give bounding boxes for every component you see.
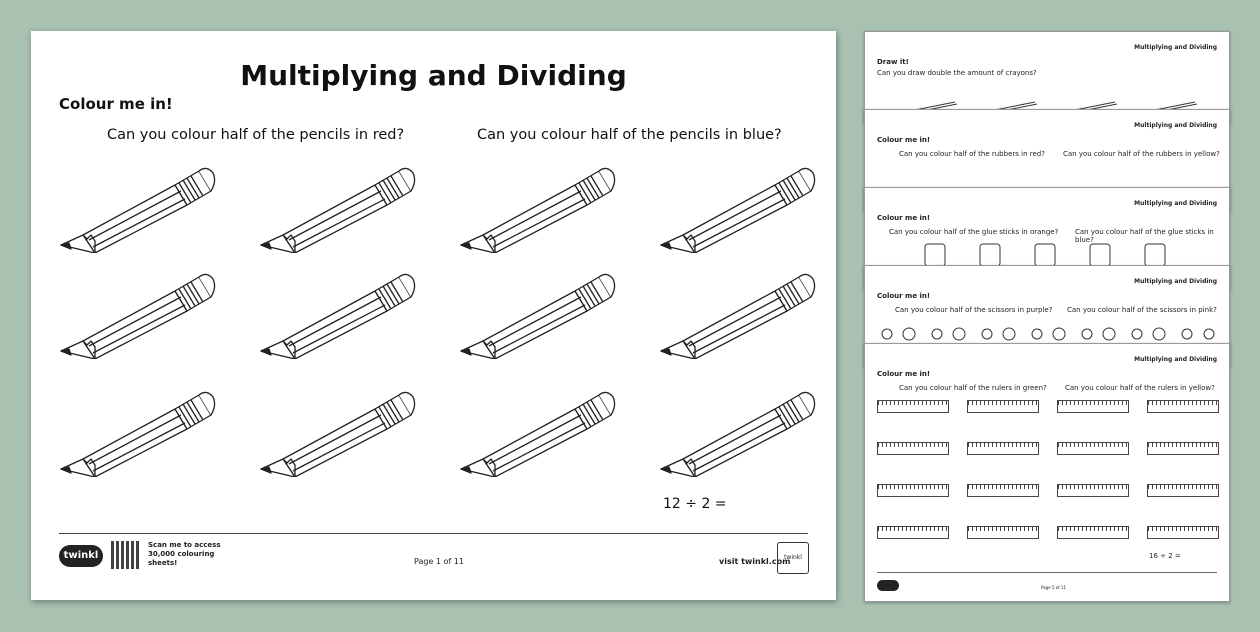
pencil-icon[interactable] <box>657 269 817 359</box>
preview-question-left: Can you colour half of the glue sticks in orange? <box>889 228 1059 236</box>
ruler-icon <box>967 526 1039 539</box>
pencil-icon[interactable] <box>457 387 617 477</box>
ruler-icon <box>1147 400 1219 413</box>
preview-header: Multiplying and Dividing <box>1134 44 1217 51</box>
ruler-icon <box>877 484 949 497</box>
preview-page-rulers[interactable] <box>864 343 1230 602</box>
question-right: Can you colour half of the pencils in blue? <box>477 127 782 143</box>
preview-page-number: Page 5 of 11 <box>1041 585 1066 590</box>
preview-question-left: Can you colour half of the rulers in green? <box>899 384 1047 392</box>
ruler-icon <box>967 442 1039 455</box>
page-title: Multiplying and Dividing <box>240 59 627 92</box>
ruler-icon <box>1057 484 1129 497</box>
ruler-icon <box>967 400 1039 413</box>
preview-sum: 16 ÷ 2 = <box>1149 552 1181 560</box>
ruler-icon <box>1057 400 1129 413</box>
pencil-icon[interactable] <box>257 269 417 359</box>
preview-subheading: Colour me in! <box>877 292 931 300</box>
preview-question-left: Can you colour half of the scissors in purple? <box>895 306 1053 314</box>
ruler-icon <box>877 442 949 455</box>
pencil-icon[interactable] <box>57 269 217 359</box>
preview-logo-icon <box>877 580 899 591</box>
sum-equation: 12 ÷ 2 = <box>663 496 727 512</box>
pencil-icon[interactable] <box>657 163 817 253</box>
ruler-icon <box>1147 526 1219 539</box>
preview-question-right: Can you colour half of the rulers in yellow? <box>1065 384 1215 392</box>
preview-subheading: Draw it! <box>877 58 909 66</box>
pencil-icon[interactable] <box>257 163 417 253</box>
glue-stick-row <box>915 240 1205 268</box>
preview-header: Multiplying and Dividing <box>1134 200 1217 207</box>
preview-header: Multiplying and Dividing <box>1134 278 1217 285</box>
ruler-icon <box>877 526 949 539</box>
preview-subheading: Colour me in! <box>877 214 931 222</box>
preview-footer-divider <box>877 572 1217 573</box>
preview-question-right: Can you colour half of the glue sticks in blue? <box>1075 228 1214 244</box>
preview-question-left: Can you colour half of the rubbers in red? <box>899 150 1045 158</box>
visit-link[interactable]: visit twinkl.com <box>719 557 791 566</box>
qr-code-icon <box>111 541 139 569</box>
preview-stack <box>864 31 1230 600</box>
ruler-icon <box>1147 442 1219 455</box>
footer-divider <box>59 533 808 534</box>
preview-question-right: Can you colour half of the rubbers in yellow? <box>1063 150 1220 158</box>
preview-question-right: Can you colour half of the scissors in pink? <box>1067 306 1217 314</box>
scan-text: Scan me to access 30,000 colouring sheets! <box>148 541 221 567</box>
ruler-icon <box>1057 442 1129 455</box>
preview-header: Multiplying and Dividing <box>1134 356 1217 363</box>
pencil-icon[interactable] <box>657 387 817 477</box>
preview-subheading: Colour me in! <box>877 136 931 144</box>
twinkl-logo: twinkl <box>59 545 103 567</box>
ruler-icon <box>1147 484 1219 497</box>
pencil-icon[interactable] <box>457 163 617 253</box>
question-left: Can you colour half of the pencils in red? <box>107 127 405 143</box>
page-number: Page 1 of 11 <box>414 557 464 566</box>
pencil-icon[interactable] <box>57 163 217 253</box>
pencil-icon[interactable] <box>457 269 617 359</box>
subheading: Colour me in! <box>59 95 173 113</box>
preview-subheading: Colour me in! <box>877 370 931 378</box>
ruler-icon <box>877 400 949 413</box>
ruler-icon <box>1057 526 1129 539</box>
twinkl-badge-icon: twinkl <box>777 542 809 574</box>
ruler-icon <box>967 484 1039 497</box>
preview-header: Multiplying and Dividing <box>1134 122 1217 129</box>
preview-question: Can you draw double the amount of crayons? <box>877 69 1037 77</box>
pencil-icon[interactable] <box>257 387 417 477</box>
pencil-icon[interactable] <box>57 387 217 477</box>
main-worksheet <box>31 31 836 600</box>
